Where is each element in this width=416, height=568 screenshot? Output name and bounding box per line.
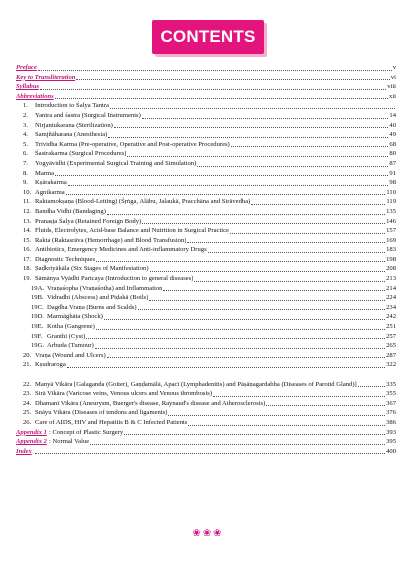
toc-chapter-row[interactable]: [16, 351, 396, 361]
toc-chapter-number: 18.: [23, 265, 32, 273]
toc-chapter-number: 7.: [23, 159, 28, 167]
toc-front-matter-row[interactable]: [16, 63, 396, 73]
toc-entry-title: Vraṇa (Wound and Ulcers): [35, 351, 106, 359]
toc-page-number: 242: [386, 313, 396, 321]
toc-entry-title: Agnikarma: [35, 188, 65, 196]
toc-entry-title: Granthi (Cyst): [47, 332, 86, 340]
toc-page-number: 376: [386, 409, 396, 417]
toc-chapter-row[interactable]: [16, 332, 396, 342]
toc-page-number: 119: [386, 198, 396, 206]
toc-chapter-number: 17.: [23, 255, 32, 263]
toc-page-number: 355: [386, 390, 396, 398]
toc-entry-title[interactable]: Index: [16, 447, 32, 455]
toc-chapter-row[interactable]: [16, 130, 396, 140]
footer-ornament: ❀❀❀: [192, 528, 224, 539]
toc-leader-dots: [107, 209, 385, 215]
toc-entry-title: Care of AIDS, HIV and Hepatitis B & C Infected Patients: [35, 418, 188, 426]
toc-chapter-row[interactable]: [16, 178, 396, 188]
toc-entry-title: Antibiotics, Emergency Medicines and Anti-inflammatory Drugs: [35, 246, 207, 254]
toc-entry-title: Trividha Karma (Pre-operative, Operative and Post-operative Procedures): [35, 140, 230, 148]
toc-page-number: 169: [386, 236, 396, 244]
toc-chapter-row[interactable]: [16, 226, 396, 236]
toc-entry-title: Bandha Vidhi (Bandaging): [35, 207, 106, 215]
toc-page-number: v: [392, 64, 396, 71]
toc-chapter-row[interactable]: [16, 197, 396, 207]
toc-entry-title: Vidradhi (Abscess) and Piḍakā (Boils): [47, 294, 149, 302]
toc-leader-dots: [35, 448, 385, 454]
toc-chapter-row[interactable]: [16, 245, 396, 255]
toc-entry-title: Vraṇaśopha (Vraṇaśotha) and Inflammation: [47, 284, 163, 292]
toc-chapter-number: 16.: [23, 246, 32, 254]
toc-entry-title: Śastrakarma (Surgical Procedures): [35, 150, 127, 158]
toc-entry-title: Sāmānya Vyādhi Paricaya (Introduction to general diseases): [35, 275, 194, 283]
toc-chapter-number: 20.: [23, 351, 32, 359]
toc-entry-title: Dagdha Vraṇa (Burns and Scalds): [47, 303, 137, 311]
toc-page-number: xii: [389, 92, 396, 100]
toc-chapter-number: 19A.: [31, 284, 45, 292]
toc-entry-title: Rakta (Raktasrāva (Hemorrhage) and Blood Transfusion): [35, 236, 187, 244]
toc-leader-dots: [68, 180, 389, 186]
toc-leader-dots: [358, 381, 385, 387]
toc-leader-dots: [110, 103, 395, 109]
toc-page-number: 87: [389, 159, 396, 167]
contents-heading: CONTENTS: [152, 20, 264, 54]
toc-chapter-row[interactable]: [16, 312, 396, 322]
toc-leader-dots: [95, 343, 385, 349]
toc-chapter-number: 19B.: [31, 294, 44, 302]
toc-page-number: 49: [389, 131, 396, 139]
toc-chapter-number: 19D.: [31, 313, 45, 321]
toc-entry-title: Arbuda (Tumour): [47, 342, 94, 350]
toc-leader-dots: [67, 362, 385, 368]
toc-entry-title: Ṣaḍkriyākāla (Six Stages of Manifestation): [35, 265, 149, 273]
toc-chapter-number: 25.: [23, 409, 32, 417]
toc-entry-title[interactable]: Syllabus: [16, 83, 40, 91]
toc-chapter-row[interactable]: [16, 255, 396, 265]
toc-page-number: 257: [386, 332, 396, 340]
toc-chapter-number: 15.: [23, 236, 32, 244]
toc-page-number: 146: [386, 217, 396, 225]
toc-page-number: 157: [386, 227, 396, 235]
toc-chapter-row[interactable]: [16, 169, 396, 179]
toc-entry-title[interactable]: Abbreviations: [16, 92, 54, 100]
toc-leader-dots: [213, 391, 385, 397]
toc-entry-title: Nirjantukarana (Sterilization): [35, 121, 113, 129]
toc-chapter-number: 26.: [23, 418, 32, 426]
toc-leader-dots: [197, 161, 388, 167]
toc-page-number: viii: [387, 83, 396, 91]
toc-entry-title: Kṣudraroga: [35, 361, 66, 369]
toc-page-number: 213: [386, 275, 396, 283]
toc-chapter-row[interactable]: [16, 207, 396, 217]
toc-leader-dots: [96, 256, 385, 262]
toc-leader-dots: [114, 122, 389, 128]
toc-chapter-row[interactable]: [16, 322, 396, 332]
toc-entry-title: Manyā Vikāra [Galaganda (Goiter), Gaṇḍamālā, Apacī (Lymphadenitis) and Pāṣāṇagardabha (Diseases of Parotid Gland)]: [35, 380, 357, 388]
toc-appendix-row[interactable]: [16, 428, 396, 438]
toc-entry-title: Raktamokṣaṇa (Blood-Letting) (Śṛṅga, Alābu, Jalaukā, Pracchāna and Sirāvedha): [35, 198, 251, 206]
toc-chapter-row[interactable]: [16, 293, 396, 303]
toc-entry-subtitle: : Concept of Plastic Surgery: [48, 428, 124, 436]
toc-page-number: 198: [386, 255, 396, 263]
toc-page-number: 110: [386, 188, 396, 196]
toc-chapter-number: 1.: [23, 102, 28, 110]
toc-chapter-number: 19C.: [31, 303, 44, 311]
toc-leader-dots: [38, 65, 392, 71]
toc-chapter-row[interactable]: [16, 121, 396, 131]
toc-page-number: 183: [386, 246, 396, 254]
toc-page-number: 14: [389, 111, 396, 119]
toc-page-number: 224: [386, 294, 396, 302]
toc-chapter-row[interactable]: [16, 418, 396, 428]
toc-entry-title: Diagnostic Techniques: [35, 255, 96, 263]
toc-leader-dots: [124, 429, 385, 435]
toc-leader-dots: [163, 285, 385, 291]
toc-entry-title[interactable]: Key to Transliteration: [16, 73, 76, 81]
toc-chapter-number: 19F.: [31, 332, 43, 340]
toc-chapter-row[interactable]: [16, 140, 396, 150]
toc-page-number: 68: [389, 140, 396, 148]
toc-leader-dots: [127, 151, 388, 157]
toc-entry-title: Introduction to Śalya Tantra: [35, 102, 109, 110]
toc-front-matter-row[interactable]: [16, 92, 396, 102]
toc-leader-dots: [66, 189, 386, 195]
toc-entry-title: Dhamanī Vikāra (Aneurysm, Buerger's disease, Raynaud's disease and Atherosclerosis): [35, 399, 266, 407]
toc-leader-dots: [104, 314, 385, 320]
toc-chapter-number: 24.: [23, 399, 32, 407]
toc-entry-title: Sirā Vikāra (Varicose veins, Venous ulcers and Venous thrombosis): [35, 390, 213, 398]
toc-chapter-row[interactable]: [16, 236, 396, 246]
toc-appendix-row[interactable]: [16, 447, 396, 457]
toc-chapter-row[interactable]: [16, 188, 396, 198]
toc-page-number: 265: [386, 342, 396, 350]
toc-leader-dots: [266, 400, 385, 406]
toc-chapter-number: 23.: [23, 390, 32, 398]
toc-chapter-row[interactable]: [16, 341, 396, 351]
toc-chapter-number: 21.: [23, 361, 32, 369]
toc-leader-dots: [40, 84, 386, 90]
toc-front-matter-row[interactable]: [16, 73, 396, 83]
toc-chapter-row[interactable]: [16, 303, 396, 313]
toc-leader-dots: [231, 141, 389, 147]
toc-leader-dots: [150, 266, 386, 272]
toc-entry-title[interactable]: Appendix 1: [16, 428, 47, 436]
toc-chapter-number: 19.: [23, 275, 32, 283]
toc-chapter-row[interactable]: [16, 149, 396, 159]
toc-page-number: 400: [386, 447, 396, 455]
toc-chapter-number: 10.: [23, 188, 32, 196]
toc-front-matter-row[interactable]: [16, 82, 396, 92]
toc-chapter-row[interactable]: [16, 217, 396, 227]
toc-chapter-number: 14.: [23, 227, 32, 235]
toc-chapter-row[interactable]: [16, 101, 396, 111]
toc-chapter-number: 5.: [23, 140, 28, 148]
toc-entry-title: Snāyu Vikāra (Diseases of tendons and ligaments): [35, 409, 168, 417]
toc-leader-dots: [96, 324, 385, 330]
toc-chapter-row[interactable]: [16, 370, 396, 389]
toc-leader-dots: [90, 439, 385, 445]
toc-entry-title: Kotha (Gangrene): [47, 323, 95, 331]
toc-leader-dots: [187, 237, 385, 243]
toc-chapter-row[interactable]: [16, 264, 396, 274]
toc-chapter-number: 8.: [23, 169, 28, 177]
toc-page-number: 40: [389, 121, 396, 129]
toc-chapter-row[interactable]: [16, 389, 396, 399]
toc-chapter-row[interactable]: [16, 274, 396, 284]
toc-page-number: 214: [386, 284, 396, 292]
toc-entry-title[interactable]: Appendix 2: [16, 438, 47, 446]
toc-chapter-number: 19E.: [31, 323, 44, 331]
toc-entry-title: Fluids, Electrolytes, Acid-base Balance and Nutrition in Surgical Practice: [35, 227, 229, 235]
toc-entry-title: Kṣārakarma: [35, 179, 67, 187]
toc-chapter-row[interactable]: [16, 284, 396, 294]
toc-page-number: 251: [386, 323, 396, 331]
toc-page-number: 135: [386, 207, 396, 215]
toc-page-number: 287: [386, 351, 396, 359]
toc-leader-dots: [55, 170, 388, 176]
toc-page-number: 386: [386, 418, 396, 426]
toc-chapter-number: 6.: [23, 150, 28, 158]
toc-page-number: 208: [386, 265, 396, 273]
toc-chapter-number: 13.: [23, 217, 32, 225]
toc-chapter-number: 19G.: [31, 342, 45, 350]
toc-page-number: 395: [386, 438, 396, 446]
toc-leader-dots: [138, 304, 386, 310]
toc-chapter-number: 11.: [23, 198, 31, 206]
toc-leader-dots: [55, 93, 388, 99]
toc-page-number: vi: [390, 73, 396, 81]
table-of-contents: [16, 63, 396, 456]
toc-chapter-number: 4.: [23, 131, 28, 139]
toc-leader-dots: [230, 228, 385, 234]
toc-leader-dots: [188, 420, 385, 426]
toc-chapter-row[interactable]: [16, 408, 396, 418]
toc-page-number: 322: [386, 361, 396, 369]
toc-page-number: 98: [389, 179, 396, 187]
toc-leader-dots: [149, 295, 385, 301]
toc-chapter-row[interactable]: [16, 111, 396, 121]
toc-chapter-number: 12.: [23, 207, 32, 215]
toc-entry-title: Yogyāvidhi (Experimental Surgical Training and Simulation): [35, 159, 197, 167]
toc-chapter-number: 22.: [23, 380, 32, 388]
toc-entry-title: Marma: [35, 169, 55, 177]
toc-leader-dots: [76, 74, 389, 80]
toc-chapter-number: 2.: [23, 111, 28, 119]
toc-entry-subtitle: : Normal Value: [48, 438, 90, 446]
toc-page-number: 367: [386, 399, 396, 407]
toc-chapter-row[interactable]: [16, 360, 396, 370]
toc-page-number: 335: [386, 380, 396, 388]
toc-entry-title: Marmāghāta (Shock): [47, 313, 103, 321]
toc-page-number: 80: [389, 150, 396, 158]
toc-page-number: 234: [386, 303, 396, 311]
toc-leader-dots: [194, 276, 385, 282]
toc-page-number: 91: [389, 169, 396, 177]
toc-entry-title[interactable]: Preface: [16, 64, 37, 71]
toc-chapter-number: 9.: [23, 179, 28, 187]
toc-leader-dots: [251, 199, 385, 205]
toc-leader-dots: [86, 333, 385, 339]
toc-chapter-number: 3.: [23, 121, 28, 129]
toc-chapter-row[interactable]: [16, 159, 396, 169]
toc-appendix-row[interactable]: [16, 437, 396, 447]
toc-leader-dots: [208, 247, 385, 253]
toc-leader-dots: [108, 132, 388, 138]
toc-leader-dots: [107, 352, 385, 358]
toc-chapter-row[interactable]: [16, 399, 396, 409]
toc-leader-dots: [142, 218, 385, 224]
toc-entry-title: Pranaṣṭa Śalya (Retained Foreign Body): [35, 217, 142, 225]
toc-entry-title: Samjñāharana (Anesthesia): [35, 131, 108, 139]
toc-page-number: 393: [386, 428, 396, 436]
toc-leader-dots: [168, 410, 385, 416]
toc-entry-title: Yantra and śastra (Surgical Instruments): [35, 111, 141, 119]
toc-leader-dots: [142, 113, 389, 119]
